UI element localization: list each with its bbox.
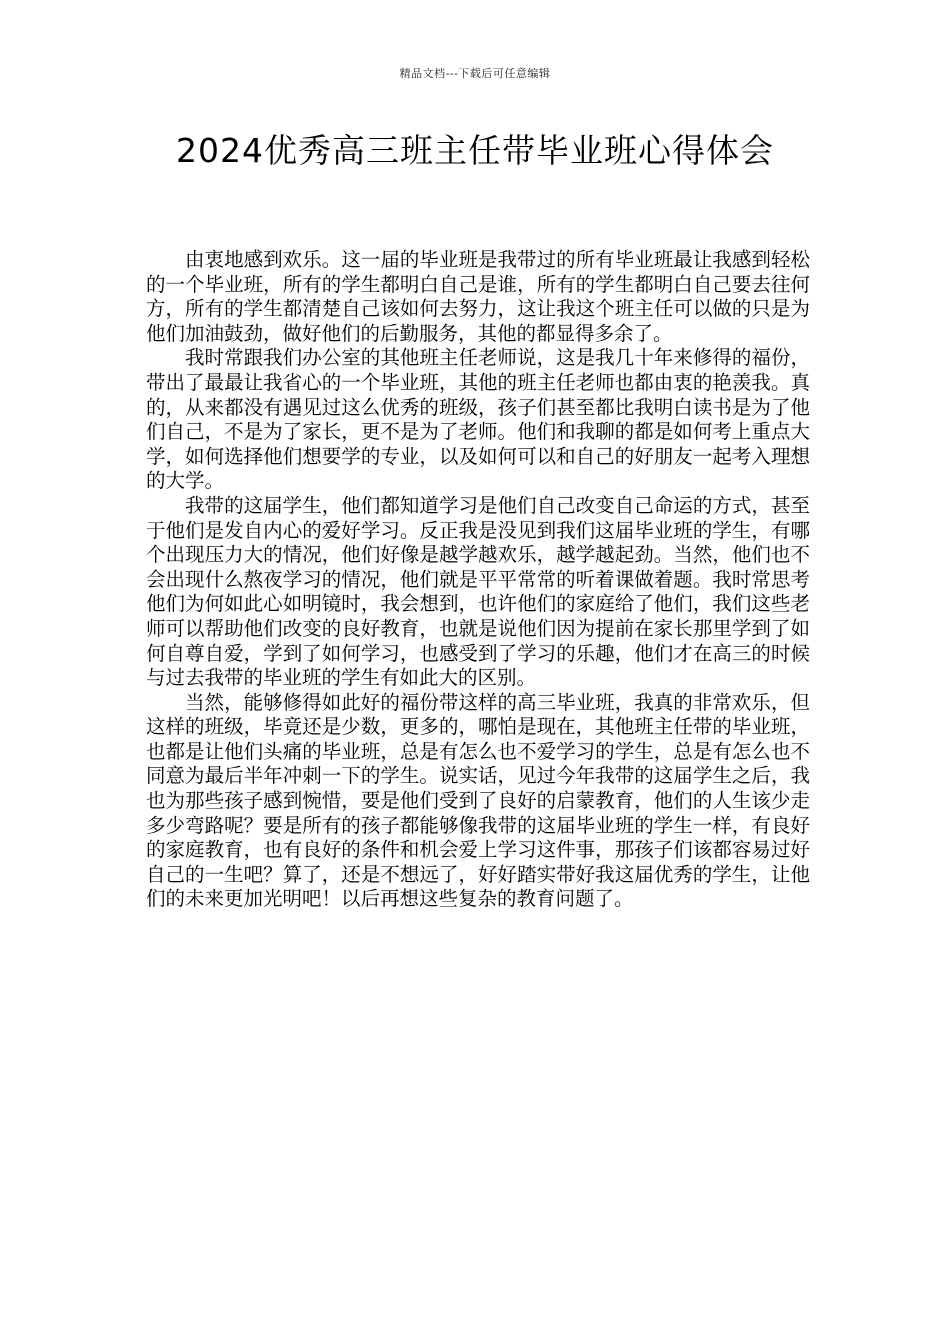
header-note: 精品文档---下载后可任意编辑 xyxy=(399,67,551,80)
body-paragraph: 我带的这届学生，他们都知道学习是他们自己改变自己命运的方式，甚至于他们是发自内心的爱好学习。反正我是没见到我们这届毕业班的学生，有哪个出现压力大的情况，他们好像是越学越欢乐，越学越起劲。当然，他们也不会出现什么熬夜学习的情况，他们就是平平常常的听着课做着题。我时常思考他们为何如此心如明镜时，我会想到，也许他们的家庭给了他们，我们这些老师可以帮助他们改变的良好教育，也就是说他们因为提前在家长那里学到了如何自尊自爱，学到了如何学习，也感受到了学习的乐趣，他们才在高三的时候与过去我带的毕业班的学生有如此大的区别。 xyxy=(146,493,810,690)
body-paragraph: 由衷地感到欢乐。这一届的毕业班是我带过的所有毕业班最让我感到轻松的一个毕业班，所有的学生都明白自己是谁，所有的学生都明白自己要去往何方，所有的学生都清楚自己该如何去努力，这让我这个班主任可以做的只是为他们加油鼓劲，做好他们的后勤服务，其他的都显得多余了。 xyxy=(146,248,810,345)
document-body xyxy=(146,248,810,912)
body-paragraph: 我时常跟我们办公室的其他班主任老师说，这是我几十年来修得的福份，带出了最最让我省心的一个毕业班，其他的班主任老师也都由衷的艳羡我。真的，从来都没有遇见过这么优秀的班级，孩子们甚至都比我明白读书是为了他们自己，不是为了家长，更不是为了老师。他们和我聊的都是如何考上重点大学，如何选择他们想要学的专业，以及如何可以和自己的好朋友一起考入理想的大学。 xyxy=(146,346,810,493)
document-title: 2024优秀高三班主任带毕业班心得体会 xyxy=(176,131,774,170)
body-paragraph: 当然，能够修得如此好的福份带这样的高三毕业班，我真的非常欢乐，但这样的班级，毕竟还是少数，更多的，哪怕是现在，其他班主任带的毕业班，也都是让他们头痛的毕业班，总是有怎么也不爱学习的学生，总是有怎么也不同意为最后半年冲刺一下的学生。说实话，见过今年我带的这届学生之后，我也为那些孩子感到惋惜，要是他们受到了良好的启蒙教育，他们的人生该少走多少弯路呢？要是所有的孩子都能够像我带的这届毕业班的学生一样，有良好的家庭教育，也有良好的条件和机会爱上学习这件事，那孩子们该都容易过好自己的一生吧？算了，还是不想远了，好好踏实带好我这届优秀的学生，让他们的未来更加光明吧！以后再想这些复杂的教育问题了。 xyxy=(146,690,810,911)
